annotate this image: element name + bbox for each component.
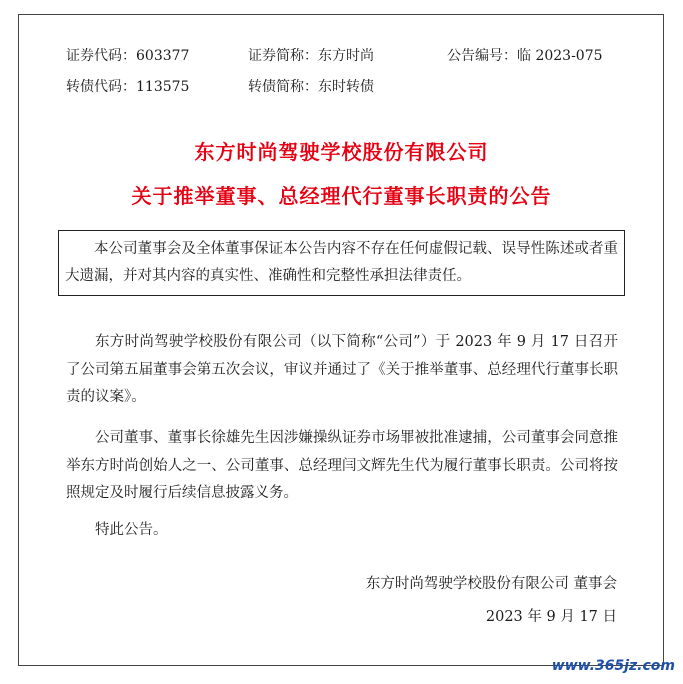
signature-issuer: 东方时尚驾驶学校股份有限公司 董事会 — [365, 576, 617, 592]
declaration-text: 本公司董事会及全体董事保证本公告内容不存在任何虚假记载、误导性陈述或者重大遗漏，并对其内容的真实性、准确性和完整性承担法律责任。 — [65, 241, 618, 284]
body-paragraph-3 — [66, 517, 618, 545]
watermark: www.365jz.com — [551, 658, 675, 674]
paragraph-text: 特此公告。 — [95, 522, 168, 538]
bond-code: 转债代码：113575 — [66, 79, 190, 95]
paragraph-text: 公司董事、董事长徐雄先生因涉嫌操纵证券市场罪被批准逮捕，公司董事会同意推举东方时尚创始人之一、公司董事、总经理闫文辉先生代为履行董事长职责。公司将按照规定及时履行后续信息披露义务。 — [66, 430, 618, 501]
body-paragraph-1 — [66, 329, 618, 412]
stock-code: 证券代码：603377 — [66, 48, 190, 64]
declaration-box — [58, 230, 625, 296]
notice-number: 公告编号：临 2023-075 — [447, 48, 603, 64]
bond-name: 转债简称：东时转债 — [248, 79, 374, 95]
paragraph-text: 东方时尚驾驶学校股份有限公司（以下简称“公司”）于 2023 年 9 月 17 日召开了公司第五届董事会第五次会议，审议并通过了《关于推举董事、总经理代行董事长职责的议案》。 — [66, 334, 618, 405]
signature-date: 2023 年 9 月 17 日 — [485, 609, 617, 625]
company-title: 东方时尚驾驶学校股份有限公司 — [194, 140, 489, 164]
stock-name: 证券简称：东方时尚 — [248, 48, 374, 64]
notice-title: 关于推举董事、总经理代行董事长职责的公告 — [131, 184, 552, 208]
body-paragraph-2 — [66, 425, 618, 508]
